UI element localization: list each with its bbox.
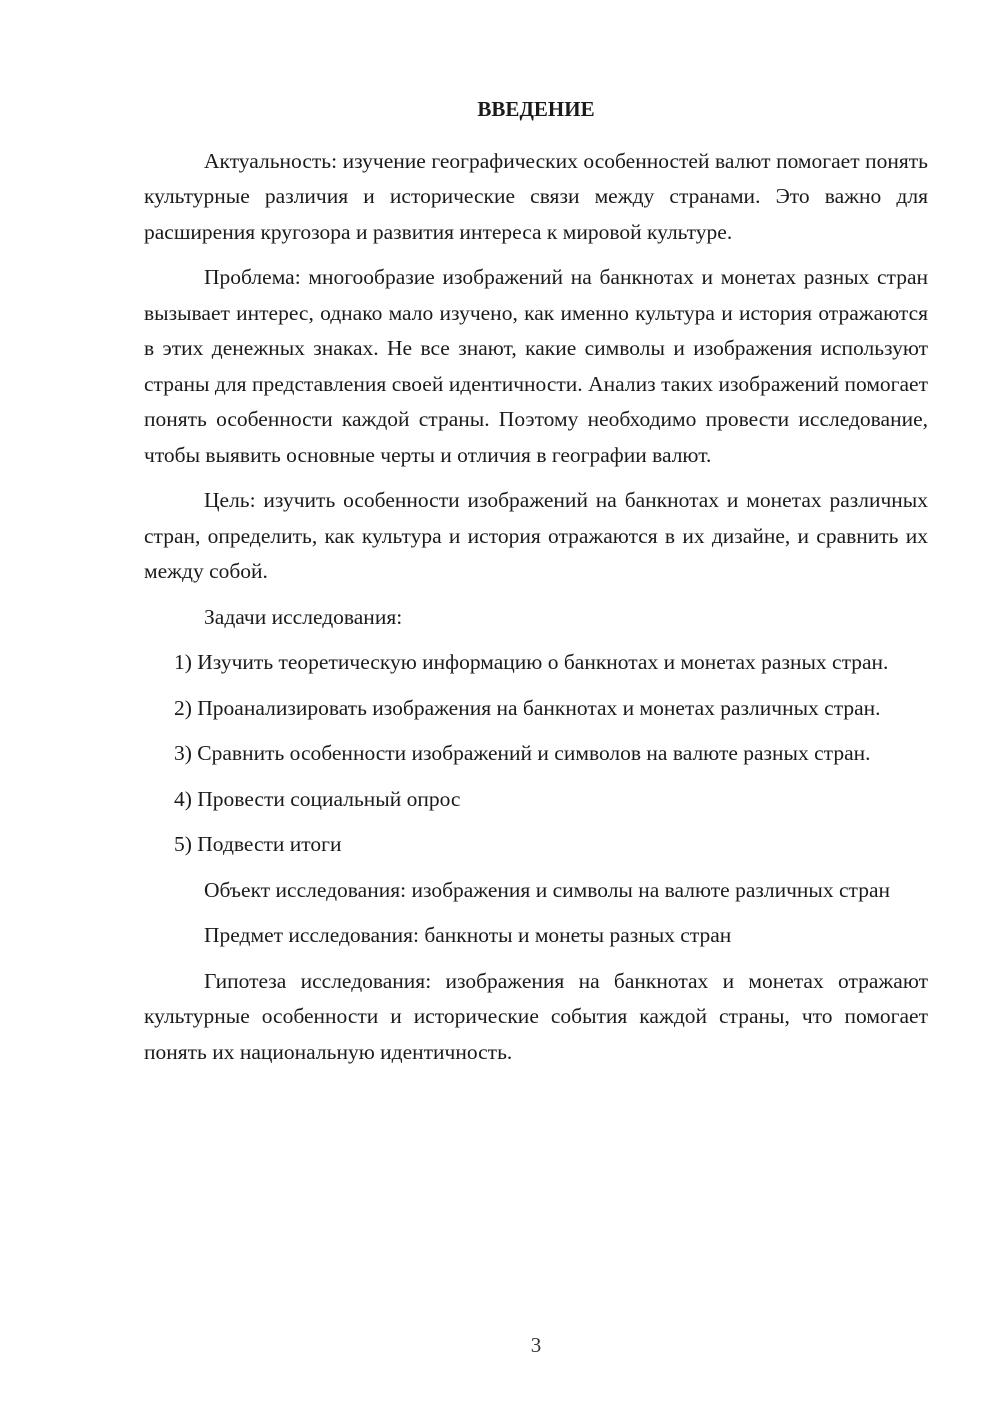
task-item-4: 4) Провести социальный опрос [174,786,461,811]
goal-paragraph: Цель: изучить особенности изображений на банкнотах и монетах различных стран, определить, как культура и история отражаются в их дизайне, и сравнить их между собой. [144,488,928,583]
document-page [144,92,928,1080]
task-item-3: 3) Сравнить особенности изображений и символов на валюте разных стран. [174,741,871,765]
task-item-1: 1) Изучить теоретическую информацию о банкнотах и монетах разных стран. [174,650,889,674]
section-heading: ВВЕДЕНИЕ [477,97,595,121]
page-number: 3 [530,1333,542,1357]
hypothesis-paragraph: Гипотеза исследования: изображения на банкнотах и монетах отражают культурные особенности и исторические события каждой страны, что помогает понять их национальную идентичность. [144,968,928,1064]
tasks-heading: Задачи исследования: [204,604,403,629]
subject-paragraph: Предмет исследования: банкноты и монеты разных стран [204,923,732,947]
relevance-paragraph: Актуальность: изучение географических особенностей валют помогает понять культурные различия и исторические связи между странами. Это важно для расширения кругозора и развития интереса к мировой культуре. [144,148,928,244]
task-item-2: 2) Проанализировать изображения на банкнотах и монетах различных стран. [174,695,881,720]
problem-paragraph: Проблема: многообразие изображений на банкнотах и монетах разных стран вызывает интерес, однако мало изучено, как именно культура и история отражаются в этих денежных знаках. Не все знают, какие символы и изображения используют страны для представления своей идентичности. Анализ таких изображений помогает понять особенности каждой страны. Поэтому необходимо провести исследование, чтобы выявить основные черты и отличия в географии валют. [144,265,928,467]
task-item-5: 5) Подвести итоги [174,832,342,856]
object-paragraph: Объект исследования: изображения и символы на валюте различных стран [204,877,891,902]
